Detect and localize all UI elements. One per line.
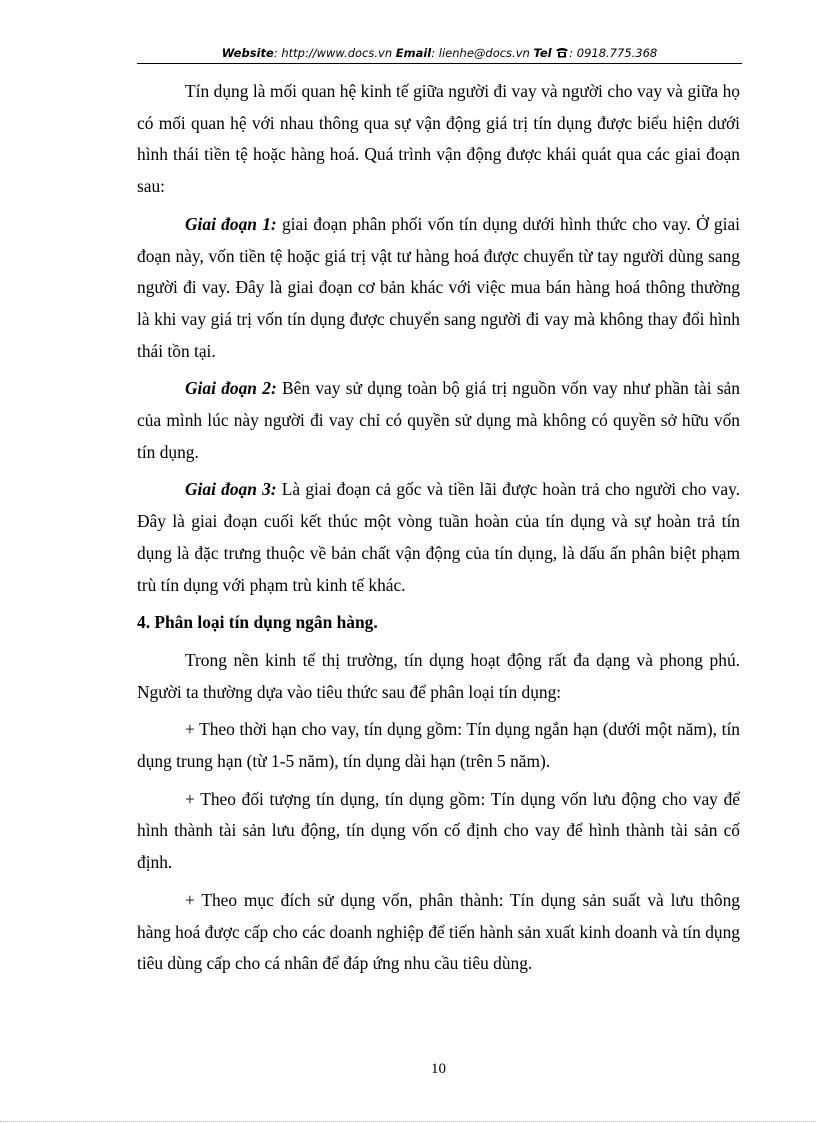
- tel-value: : 0918.775.368: [569, 46, 658, 60]
- stage-3-text: Là giai đoạn cả gốc và tiền lãi được hoàn trả cho người cho vay. Đây là giai đoạn cuối kết thúc một vòng tuần hoàn của tín dụng và sự hoàn trả tín dụng là đặc trưng thuộc về bản chất vận động của tín dụng, là dấu ấn phân biệt phạm trù tín dụng với phạm trù kinh tế khác.: [137, 479, 740, 595]
- paragraph-stage-2: [137, 373, 740, 468]
- website-value: : http://www.docs.vn: [273, 46, 393, 60]
- paragraph-credit-definition: [137, 76, 740, 203]
- page-bottom-divider: [0, 1121, 816, 1122]
- document-body: [137, 76, 740, 986]
- paragraph-stage-1: [137, 209, 740, 368]
- stage-2-text: Bên vay sử dụng toàn bộ giá trị nguồn vốn vay như phần tài sản của mình lúc này người đi vay chỉ có quyền sử dụng mà không có quyền sở hữu vốn tín dụng.: [137, 378, 740, 462]
- paragraph-by-object: [137, 784, 740, 879]
- paragraph-text: + Theo đối tượng tín dụng, tín dụng gồm: Tín dụng vốn lưu động cho vay để hình thành tài sản lưu động, tín dụng vốn cố định cho vay để hình thành tài sản cố định.: [137, 788, 740, 873]
- page-header: [137, 44, 742, 62]
- paragraph-by-purpose: [137, 885, 740, 980]
- paragraph-text: Tín dụng là mối quan hệ kinh tế giữa người đi vay và người cho vay và giữa họ có mối quan hệ với nhau thông qua sự vận động giá trị tín dụng được biểu hiện dưới hình thái tiền tệ hoặc hàng hoá. Quá trình vận động được khái quát qua các giai đoạn sau:: [137, 81, 740, 197]
- stage-3-label: Giai đoạn 3:: [185, 479, 277, 500]
- page-number: 10: [431, 1061, 446, 1077]
- stage-1-text: giai đoạn phân phối vốn tín dụng dưới hình thức cho vay. Ở giai đoạn này, vốn tiền tệ hoặc giá trị vật tư hàng hoá được chuyển từ tay người dùng sang người đi vay. Đây là giai đoạn cơ bản khác với việc mua bán hàng hoá thông thường là khi vay giá trị vốn tín dụng được chuyển sang người đi vay mà không thay đổi hình thái tồn tại.: [137, 213, 740, 361]
- website-label: Website: [221, 46, 274, 60]
- tel-label: Tel: [533, 46, 552, 60]
- telephone-icon: [555, 45, 569, 56]
- stage-2-label: Giai đoạn 2:: [185, 378, 277, 399]
- email-label: Email: [395, 46, 432, 60]
- paragraph-by-term: [137, 714, 740, 777]
- paragraph-classification-intro: [137, 645, 740, 708]
- paragraph-text: Trong nền kinh tế thị trường, tín dụng hoạt động rất đa dạng và phong phú. Người ta thường dựa vào tiêu thức sau để phân loại tín dụng:: [137, 649, 740, 702]
- section-heading: 4. Phân loại tín dụng ngân hàng.: [137, 612, 378, 633]
- paragraph-text: + Theo mục đích sử dụng vốn, phân thành: Tín dụng sản suất và lưu thông hàng hoá được cấp cho các doanh nghiệp để tiến hành sản xuất kinh doanh và tín dụng tiêu dùng cấp cho cá nhân để đáp ứng nhu cầu tiêu dùng.: [137, 889, 740, 974]
- stage-1-label: Giai đoạn 1:: [185, 213, 277, 234]
- header-divider: [137, 63, 742, 64]
- paragraph-stage-3: [137, 474, 740, 601]
- email-value: : lienhe@docs.vn: [431, 46, 530, 60]
- paragraph-text: + Theo thời hạn cho vay, tín dụng gồm: Tín dụng ngắn hạn (dưới một năm), tín dụng trung hạn (từ 1-5 năm), tín dụng dài hạn (trên 5 năm).: [137, 719, 740, 772]
